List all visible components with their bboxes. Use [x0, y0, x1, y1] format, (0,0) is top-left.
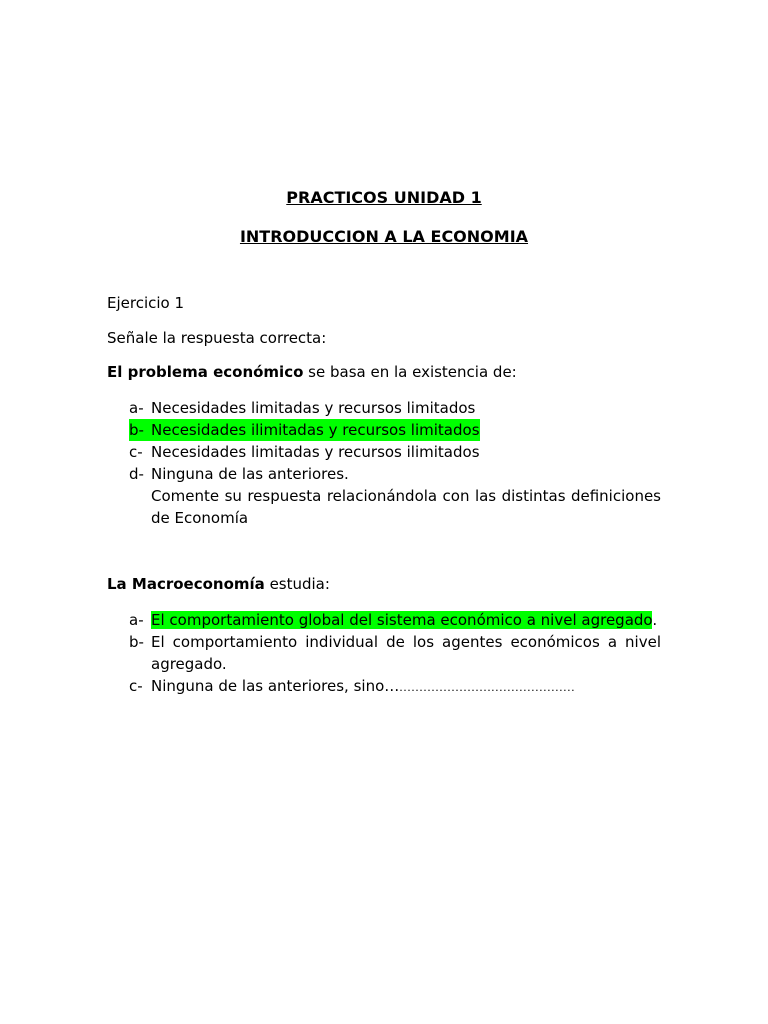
highlighted-answer: [129, 419, 480, 441]
question-2-prompt: [107, 574, 667, 594]
question-1-term: El problema económico: [107, 363, 304, 381]
question-2-rest: estudia:: [264, 575, 330, 593]
page-title: PRACTICOS UNIDAD 1: [286, 188, 482, 207]
fill-in-dots: ............................................: [399, 681, 576, 694]
option-text: El comportamiento individual de los agentes económicos a nivel agregado.: [151, 633, 661, 673]
list-item: [129, 397, 661, 419]
option-marker: c-: [129, 677, 143, 695]
question-1-options: [129, 397, 661, 529]
list-item: [129, 609, 661, 631]
option-ellipsis: …: [384, 677, 400, 695]
list-item-highlighted: [129, 419, 661, 441]
comment-instruction: Comente su respuesta relacionándola con las distintas definiciones de Economía: [151, 487, 661, 527]
exercise-instruction: Señale la respuesta correcta:: [107, 329, 327, 347]
option-marker: c-: [129, 443, 143, 461]
exercise-label: Ejercicio 1: [107, 294, 185, 312]
option-d-text: Ninguna de las anteriores.: [151, 465, 349, 483]
list-item: [129, 441, 661, 463]
option-marker: b-: [129, 633, 144, 651]
question-1-prompt: [107, 362, 667, 382]
question-2-term: La Macroeconomía: [107, 575, 265, 593]
option-text: Necesidades ilimitadas y recursos limitados: [151, 421, 480, 439]
page-subtitle: INTRODUCCION A LA ECONOMIA: [239, 227, 529, 246]
list-item: [129, 463, 661, 529]
question-2-options: [129, 609, 661, 699]
option-marker: b-: [129, 421, 144, 439]
option-text: Necesidades limitadas y recursos ilimitados: [151, 443, 480, 461]
list-item: [129, 631, 661, 675]
option-marker: a-: [129, 611, 144, 629]
option-text: [151, 675, 661, 699]
option-text: [151, 463, 661, 529]
option-text: Necesidades limitadas y recursos limitados: [151, 399, 476, 417]
option-text: [151, 609, 661, 631]
option-c-text: Ninguna de las anteriores, sino: [151, 677, 385, 695]
option-suffix: .: [652, 611, 658, 629]
list-item: [129, 675, 661, 699]
highlighted-answer: El comportamiento global del sistema económico a nivel agregado: [151, 611, 653, 629]
question-1-rest: se basa en la existencia de:: [303, 363, 517, 381]
option-marker: a-: [129, 399, 144, 417]
option-marker: d-: [129, 465, 144, 483]
